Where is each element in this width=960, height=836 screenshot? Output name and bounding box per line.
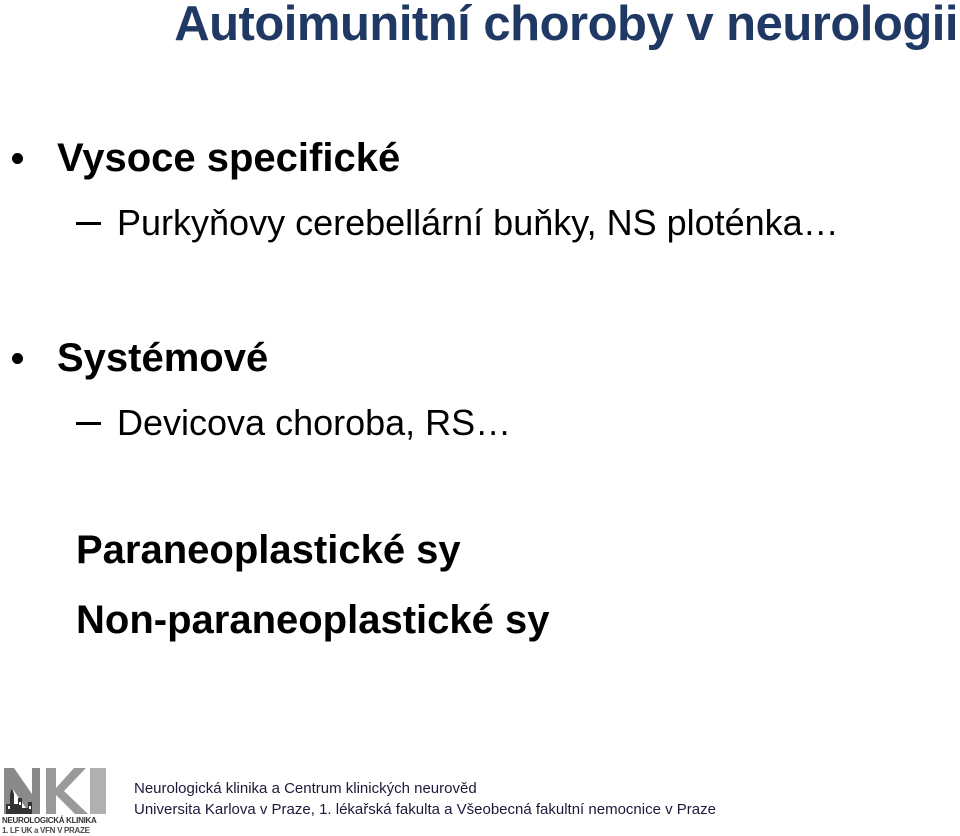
sub-item-specific: [76, 202, 839, 244]
sub-item-label: Devicova choroba, RS…: [117, 402, 512, 443]
footer-clinic-line: Neurologická klinika a Centrum klinických neurověd: [134, 780, 477, 797]
bullet-dot-icon: [12, 153, 23, 164]
footer-university-line: Universita Karlova v Praze, 1. lékařská fakulta a Všeobecná fakultní nemocnice v Praze: [134, 801, 716, 818]
sub-item-label: Purkyňovy cerebellární buňky, NS ploténka…: [117, 202, 839, 243]
bullet-item-specific: [12, 136, 400, 181]
dash-icon: [76, 222, 101, 225]
non-paraneoplastic-line: Non-paraneoplastické sy: [76, 598, 550, 642]
clinic-logo-graphic: [2, 764, 110, 818]
slide-title: Autoimunitní choroby v neurologii: [174, 0, 958, 51]
bullet-label: Vysoce specifické: [57, 136, 401, 180]
clinic-logo: [2, 764, 110, 836]
paraneoplastic-line: Paraneoplastické sy: [76, 528, 461, 572]
bullet-dot-icon: [12, 353, 23, 364]
sub-item-systemic: [76, 402, 511, 444]
dash-icon: [76, 422, 101, 425]
bullet-label: Systémové: [57, 336, 269, 380]
bullet-item-systemic: [12, 336, 268, 381]
logo-caption-affiliation: 1. LF UK a VFN V PRAZE: [2, 826, 90, 835]
logo-caption-name: NEUROLOGICKÁ KLINIKA: [2, 816, 97, 825]
